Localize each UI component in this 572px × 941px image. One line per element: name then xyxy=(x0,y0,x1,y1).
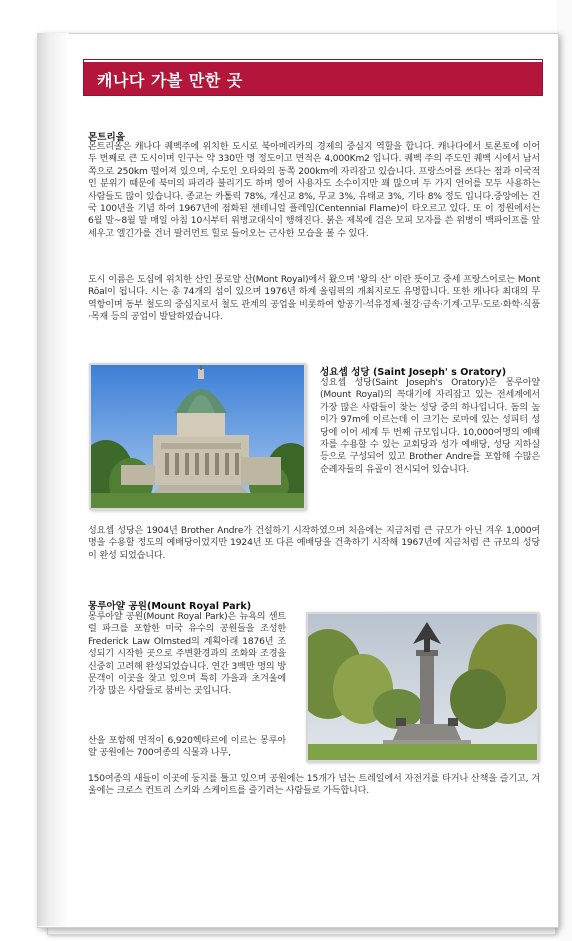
montreal-paragraph-1: 몬트리올은 캐나다 퀘벡주에 위치한 도시로 북아메리카의 경제의 중심지 역할을 합니다. 캐나다에서 토론토에 이어 두 번째로 큰 도시이며 인구는 약 330만 명 정도이고 면적은 4,000Km2 입니다. 퀘벡 주의 주도인 퀘벡 시에서 남서쪽으로 250km 떨어져 있으며, 수도인 오타와의 동쪽 200km에 자리잡고 있습니다. 프랑스어를 쓰다는 점과 이국적인 분위기 때문에 북미의 파리라 불리기도 하며 영어 사용자도 소수이지만 꽤 많으며 두 가지 언어를 모두 사용하는 사람들도 많이 있습니다. 종교는 카톨릭 78%, 개신교 8%, 무교 3%, 유태교 3%, 기타 8% 정도 입니다.중앙에는 건국 100년을 기념 하여 1967년에 점화된 센테니얼 플레임(Centennial Flame)이 타오르고 있다. 또 이 정원에서는 6월 말~8월 말 매일 아침 10시부터 위병교대식이 행해진다. 붉은 제복에 검은 모피 모자를 쓴 위병이 백파이프를 앞세우고 엘긴가를 건너 팔러먼트 힐로 들어오는 근사한 모습을 볼 수 있다. xyxy=(88,142,540,239)
oratory-photo xyxy=(89,363,306,510)
park-body-2: 150여종의 새들이 이곳에 둥지를 틀고 있으며 공원에는 15개가 넘는 트레일에서 자전거를 타거나 산책을 즐기고, 겨울에는 크로스 컨트리 스키와 스케이트를 즐기려는 사람들로 가득합니다. xyxy=(88,774,540,797)
page-edge xyxy=(557,0,572,941)
montreal-heading: 몬트리올 xyxy=(88,132,126,143)
page-binding xyxy=(37,33,69,926)
oratory-body-2: 성요셉 성당은 1904년 Brother Andre가 건설하기 시작하였으며 처음에는 지금처럼 큰 규모가 아닌 겨우 1,000여명을 수용할 정도의 예배당이었지만 1924년 또 다른 예배당을 건축하기 시작해 1967년에 지금처럼 큰 규모의 성당이 완성 되었습니다. xyxy=(88,526,540,561)
montreal-paragraph-2: 도시 이름은 도심에 위치한 산인 몽로얄 산(Mont Royal)에서 왔으며 '왕의 산' 이란 뜻이고 중세 프랑스어로는 Mont Rôal이 됩니다. 시는 총 74개의 섬이 있으며 1976년 하계 올림픽의 개최지로도 유명합니다. 또한 캐나다 최대의 무역항이며 동부 철도의 중심지로서 철도 관계의 공업을 비롯하여 항공기·석유정제·철강·금속·기계·고무·도로·화학·식품·목재 등의 공업이 발달하였습니다. xyxy=(88,275,540,323)
oratory-heading: 성요셉 성당 (Saint Joseph' s Oratory) xyxy=(320,367,507,378)
park-body-continued: 산을 포함해 면적이 6,920헥타르에 이르는 몽루아얄 공원에는 700여종의 식물과 나무, xyxy=(88,736,286,759)
park-body: 몽루아얄 공원(Mount Royal Park)은 뉴욕의 센트럴 파크를 포함한 미국 유수의 공원들을 조성한 Frederick Law Olmsted의 계획아래 1876년 조성되기 시작한 곳으로 주변환경과의 조화와 조경을 신중히 고려해 완성되었습니다. 연간 3백만 명의 방문객이 이곳을 찾고 있으며 특히 가을과 초겨울에 가장 많은 사람들로 붐비는 곳입니다. xyxy=(88,612,286,697)
park-heading: 몽루아얄 공원(Mount Royal Park) xyxy=(88,601,252,612)
section-banner xyxy=(84,60,542,95)
banner-title: 캐나다 가볼 만한 곳 xyxy=(97,71,243,90)
oratory-body: 성요셉 성당(Saint Joseph's Oratory)은 몽루아얄(Mount Royal)의 꼭대기에 자리잡고 있는 전세계에서 가장 많은 사람들이 찾는 성당 중의 하나입니다. 돔의 높이가 97m에 이르는데 이 크기는 로마에 있는 성피터 성당에 이어 세계 두 번째 규모입니다. 10,000여명의 예배자를 수용할 수 있는 교회당과 성가 예배당, 성당 지하실 등으로 구성되어 있고 Brother Andre를 포함해 수많은 순례자들의 유골이 전시되어 있습니다. xyxy=(320,378,540,475)
park-photo xyxy=(306,612,539,762)
